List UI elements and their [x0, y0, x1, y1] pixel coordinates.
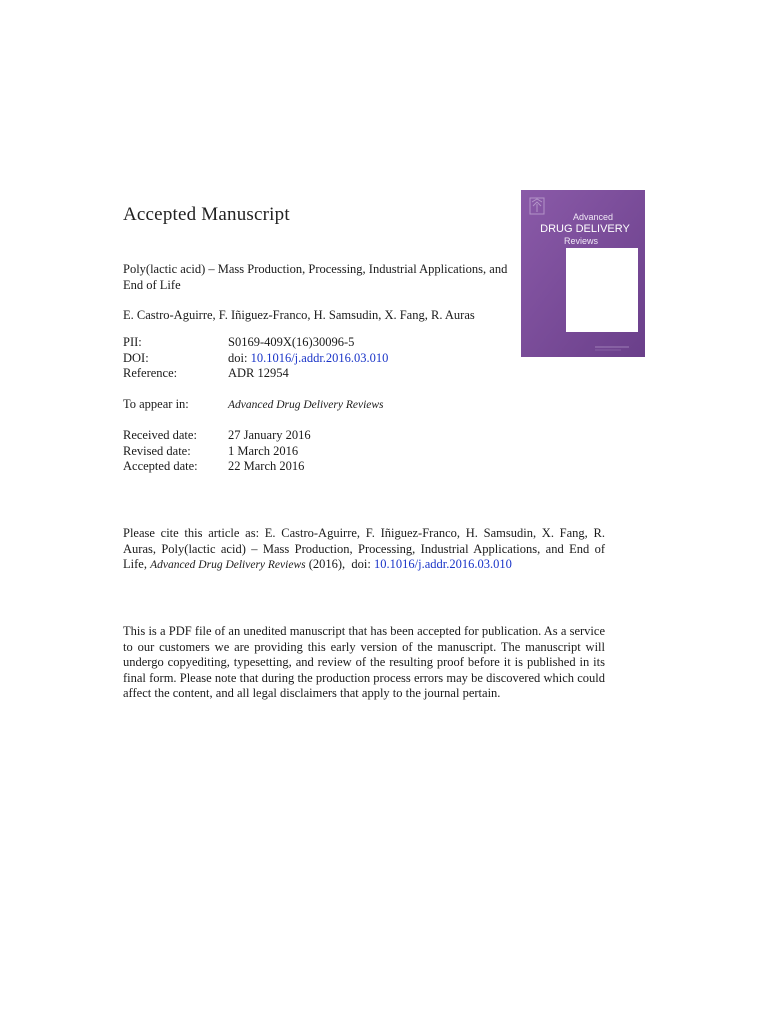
appear-block — [123, 397, 384, 413]
citation-doi-link[interactable]: 10.1016/j.addr.2016.03.010 — [374, 557, 512, 571]
appear-label: To appear in: — [123, 397, 189, 411]
page-heading: Accepted Manuscript — [123, 204, 290, 225]
accepted-label: Accepted date: — [123, 459, 198, 473]
pii-value: S0169-409X(16)30096-5 — [228, 335, 355, 349]
journal-cover — [521, 190, 645, 357]
accepted-row — [123, 459, 311, 475]
dates-block — [123, 428, 311, 475]
reference-value: ADR 12954 — [228, 366, 289, 380]
article-authors: E. Castro-Aguirre, F. Iñiguez-Franco, H. Samsudin, X. Fang, R. Auras — [123, 308, 475, 322]
doi-label: DOI: — [123, 350, 149, 365]
article-title: Poly(lactic acid) – Mass Production, Processing, Industrial Applications, and End of Life — [123, 262, 508, 292]
pii-row — [123, 335, 388, 351]
cover-line-advanced: Advanced — [572, 212, 614, 222]
appear-row — [123, 397, 384, 413]
cover-image-panel — [566, 248, 638, 332]
doi-prefix: doi: — [228, 350, 248, 365]
revised-row — [123, 444, 311, 460]
doi-link[interactable]: 10.1016/j.addr.2016.03.010 — [250, 350, 389, 365]
reference-row — [123, 366, 388, 382]
citation-year: (2016), — [308, 557, 346, 571]
journal-cover-art — [521, 190, 645, 357]
accepted-value: 22 March 2016 — [228, 459, 305, 473]
reference-label: Reference: — [123, 366, 178, 380]
received-value: 27 January 2016 — [228, 428, 311, 442]
cover-line-drug-delivery: DRUG DELIVERY — [540, 223, 630, 235]
pii-label: PII: — [123, 335, 142, 349]
citation-journal: Advanced Drug Delivery Reviews — [150, 559, 306, 571]
notice-paragraph: This is a PDF file of an unedited manuscript that has been accepted for publication. As a service to our customers we are providing this early version of the manuscript. The manuscript will undergo copyediting, typesetting, and review of the resulting proof before it is published in its final form. Please note that during the production process errors may be discovered which could affect the content, and all legal disclaimers that apply to the journal pertain. — [123, 624, 605, 700]
doi-value-group — [228, 351, 388, 367]
citation-paragraph — [123, 526, 605, 574]
citation-doi-prefix: doi: — [351, 557, 371, 571]
doi-row — [123, 351, 388, 367]
identifiers-block — [123, 335, 388, 382]
revised-value: 1 March 2016 — [228, 443, 299, 458]
received-row — [123, 428, 311, 444]
cover-line-reviews: Reviews — [563, 236, 599, 246]
received-label: Received date: — [123, 428, 197, 442]
revised-label: Revised date: — [123, 443, 191, 458]
appear-journal: Advanced Drug Delivery Reviews — [228, 399, 384, 411]
citation-text: Please cite this article as: E. Castro-Aguirre, F. Iñiguez-Franco, H. Samsudin, X. Fang, R. Auras, Poly(lactic acid) – Mass Production, Processing, Industrial Applications, and End of Life, — [123, 526, 605, 571]
